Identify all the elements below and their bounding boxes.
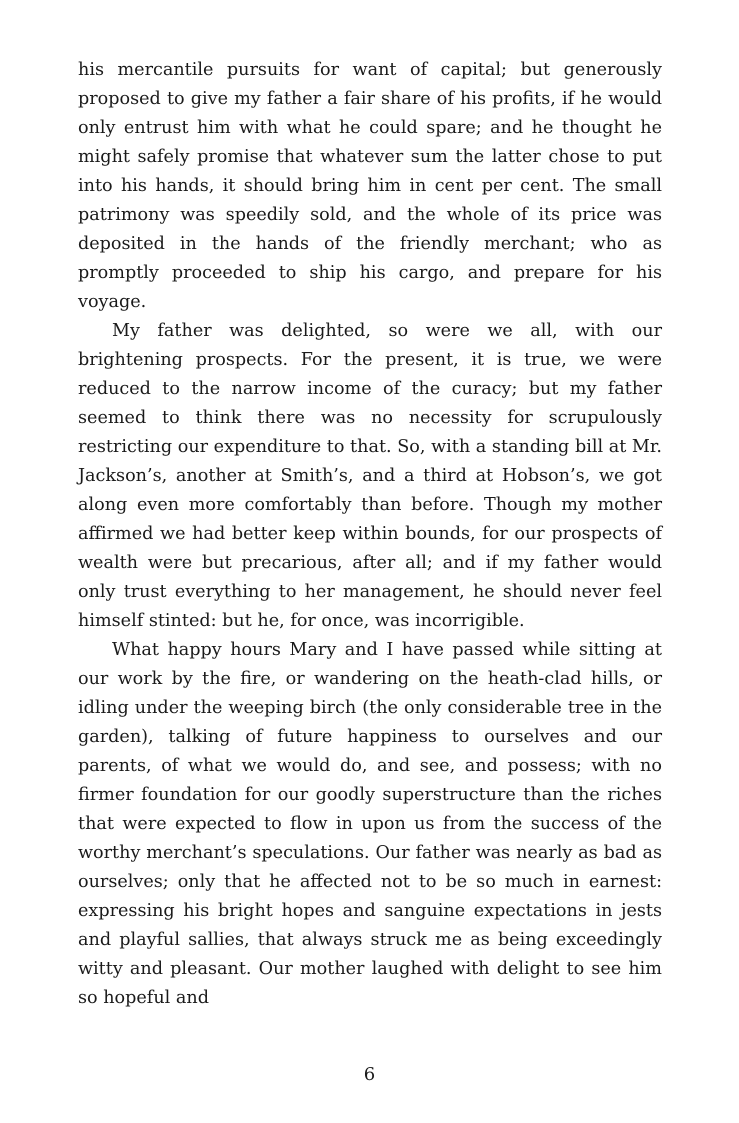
paragraph-happy-hours: What happy hours Mary and I have passed while sitting at our work by the fire, or wandering on the heath-clad hills, or idling under the weeping birch (the only considerable tree in the garden), talking of future happiness to ourselves and our parents, of what we would do, and see, and possess; with no firmer foundation for our goodly superstructure than the riches that were expected to flow in upon us from the success of the worthy merchant’s speculations. Our father was nearly as bad as ourselves; only that he affected not to be so much in earnest: expressing his bright hopes and sanguine expectations in jests and playful sallies, that always struck me as being exceedingly witty and pleasant. Our mother laughed with delight to see him so hopeful and	[78, 640, 662, 1008]
page-body	[78, 56, 662, 1013]
paragraph-father-delighted: My father was delighted, so were we all, with our brightening prospects. For the present, it is true, we were reduced to the narrow income of the curacy; but my father seemed to think there was no necessity for scrupulously restricting our expenditure to that. So, with a standing bill at Mr. Jackson’s, another at Smith’s, and a third at Hobson’s, we got along even more comfortably than before. Though my mother affirmed we had better keep within bounds, for our prospects of wealth were but precarious, after all; and if my father would only trust everything to her management, he should never feel himself stinted: but he, for once, was incorrigible.	[78, 321, 662, 631]
paragraph-continuation: his mercantile pursuits for want of capital; but generously proposed to give my father a fair share of his profits, if he would only entrust him with what he could spare; and he thought he might safely promise that whatever sum the latter chose to put into his hands, it should bring him in cent per cent. The small patrimony was speedily sold, and the whole of its price was deposited in the hands of the friendly merchant; who as promptly proceeded to ship his cargo, and prepare for his voyage.	[78, 60, 662, 312]
page-number: 6	[363, 1064, 376, 1085]
